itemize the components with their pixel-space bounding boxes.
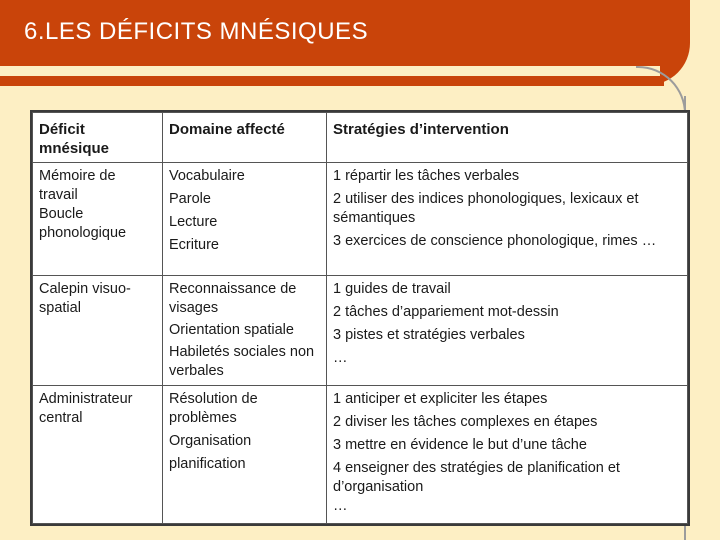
deficit-line: Mémoire de travail [39,168,116,203]
strategy-line: 2 utiliser des indices phonologiques, lexicaux et sémantiques [333,191,639,226]
strategy-line: 4 enseigner des stratégies de planification et d’organisation [333,460,620,495]
table-row [33,276,688,386]
header-domaine: Domaine affecté [163,113,327,163]
table-row [33,386,688,524]
table-row [33,163,688,276]
domaine-line: Ecriture [169,237,219,253]
strategy-line: 1 répartir les tâches verbales [333,168,520,184]
strategy-line: 3 mettre en évidence le but d’une tâche [333,437,587,453]
table-header-row [33,113,688,163]
domaine-line: Reconnaissance de visages [169,281,297,316]
strategy-line: 1 anticiper et expliciter les étapes [333,391,548,407]
header-deficit: Déficit mnésique [33,113,163,163]
cell-domaine [163,386,327,524]
deficits-table [30,110,690,526]
domaine-line: Lecture [169,214,218,230]
deficit-line: Administrateur central [39,391,133,426]
cell-deficit [33,163,163,276]
cell-deficit [33,276,163,386]
domaine-line: planification [169,456,246,472]
cell-domaine [163,276,327,386]
strategy-line: 3 exercices de conscience phonologique, rimes … [333,233,657,249]
header-strategies: Stratégies d’intervention [327,113,688,163]
domaine-line: Habiletés sociales non verbales [169,344,315,379]
domaine-line: Orientation spatiale [169,322,294,338]
domaine-line: Parole [169,191,211,207]
deficit-line: Calepin visuo-spatial [39,281,131,316]
deficit-line: Boucle phonologique [39,206,127,241]
strategy-line: 2 diviser les tâches complexes en étapes [333,414,598,430]
strategy-line: 1 guides de travail [333,281,451,297]
title-bar-underline [0,76,664,86]
cell-strategies [327,276,688,386]
domaine-line: Résolution de problèmes [169,391,258,426]
strategy-line: 3 pistes et stratégies verbales [333,327,525,343]
slide-title: 6.LES DÉFICITS MNÉSIQUES [24,18,369,45]
strategy-line: 2 tâches d’appariement mot-dessin [333,304,559,320]
strategy-line: … [333,498,348,514]
title-bar-divider [0,66,660,76]
cell-domaine [163,163,327,276]
cell-deficit [33,386,163,524]
cell-strategies [327,163,688,276]
domaine-line: Vocabulaire [169,168,245,184]
domaine-line: Organisation [169,433,252,449]
strategy-line: … [333,350,348,366]
cell-strategies [327,386,688,524]
